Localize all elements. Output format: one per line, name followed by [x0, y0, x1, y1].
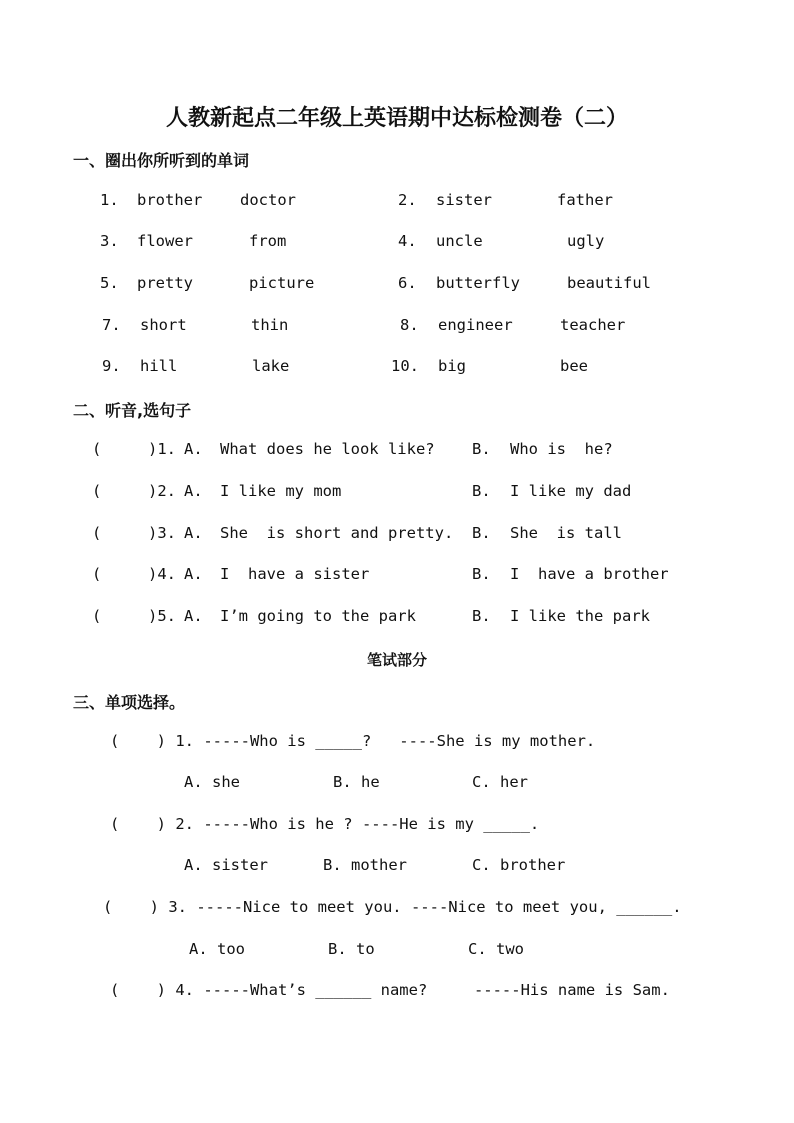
item-number: 9. — [102, 357, 121, 375]
choice-option: A. she — [184, 773, 240, 791]
choice-option: A. too — [189, 940, 245, 958]
item-number: 2. — [398, 191, 417, 209]
sentence-option: I have a brother — [510, 565, 669, 583]
option-letter: B. — [472, 482, 491, 500]
item-number: 8. — [400, 316, 419, 334]
word-option: doctor — [240, 191, 296, 209]
word-option: pretty — [137, 274, 193, 292]
option-letter: A. — [184, 440, 203, 458]
word-option: flower — [137, 232, 193, 250]
section3-heading: 三、单项选择。 — [73, 693, 186, 712]
choice-option: C. two — [468, 940, 524, 958]
answer-bracket: ( )3. — [92, 524, 176, 542]
option-letter: B. — [472, 524, 491, 542]
word-option: lake — [252, 357, 290, 375]
option-letter: B. — [472, 607, 491, 625]
section2-heading: 二、听音,选句子 — [73, 401, 192, 420]
sentence-option: Who is he? — [510, 440, 613, 458]
option-letter: B. — [472, 440, 491, 458]
sentence-option: I like the park — [510, 607, 650, 625]
choice-option: A. sister — [184, 856, 268, 874]
choice-option: B. to — [328, 940, 375, 958]
word-option: short — [140, 316, 187, 334]
word-option: engineer — [438, 316, 513, 334]
item-number: 10. — [391, 357, 419, 375]
word-option: teacher — [560, 316, 626, 334]
answer-bracket: ( )1. — [92, 440, 176, 458]
option-letter: B. — [472, 565, 491, 583]
sentence-option: What does he look like? — [220, 440, 435, 458]
word-option: beautiful — [567, 274, 651, 292]
word-option: thin — [251, 316, 289, 334]
item-number: 3. — [100, 232, 119, 250]
question-text: ( ) 4. -----What’s ______ name? -----His name is Sam. — [110, 981, 670, 999]
word-option: big — [438, 357, 466, 375]
word-option: ugly — [567, 232, 605, 250]
question-text: ( ) 2. -----Who is he ? ----He is my _____. — [110, 815, 540, 833]
choice-option: B. mother — [323, 856, 407, 874]
item-number: 1. — [100, 191, 119, 209]
option-letter: A. — [184, 482, 203, 500]
word-option: picture — [249, 274, 315, 292]
word-option: sister — [436, 191, 492, 209]
word-option: butterfly — [436, 274, 520, 292]
sentence-option: I like my mom — [220, 482, 342, 500]
word-option: bee — [560, 357, 588, 375]
section1-heading: 一、圈出你所听到的单词 — [73, 151, 250, 170]
sentence-option: I like my dad — [510, 482, 632, 500]
sentence-option: She is tall — [510, 524, 622, 542]
sentence-option: I have a sister — [220, 565, 370, 583]
item-number: 4. — [398, 232, 417, 250]
word-option: from — [249, 232, 287, 250]
answer-bracket: ( )5. — [92, 607, 176, 625]
choice-option: C. brother — [472, 856, 566, 874]
answer-bracket: ( )4. — [92, 565, 176, 583]
item-number: 5. — [100, 274, 119, 292]
word-option: father — [557, 191, 613, 209]
question-text: ( ) 1. -----Who is _____? ----She is my mother. — [110, 732, 596, 750]
page-title: 人教新起点二年级上英语期中达标检测卷（二） — [165, 105, 628, 131]
sentence-option: I’m going to the park — [220, 607, 416, 625]
word-option: brother — [137, 191, 203, 209]
option-letter: A. — [184, 524, 203, 542]
choice-option: C. her — [472, 773, 528, 791]
sentence-option: She is short and pretty. — [220, 524, 454, 542]
option-letter: A. — [184, 565, 203, 583]
answer-bracket: ( )2. — [92, 482, 176, 500]
item-number: 7. — [102, 316, 121, 334]
option-letter: A. — [184, 607, 203, 625]
item-number: 6. — [398, 274, 417, 292]
choice-option: B. he — [333, 773, 380, 791]
question-text: ( ) 3. -----Nice to meet you. ----Nice to meet you, ______. — [103, 898, 682, 916]
word-option: uncle — [436, 232, 483, 250]
written-part-heading: 笔试部分 — [366, 651, 427, 669]
word-option: hill — [140, 357, 178, 375]
